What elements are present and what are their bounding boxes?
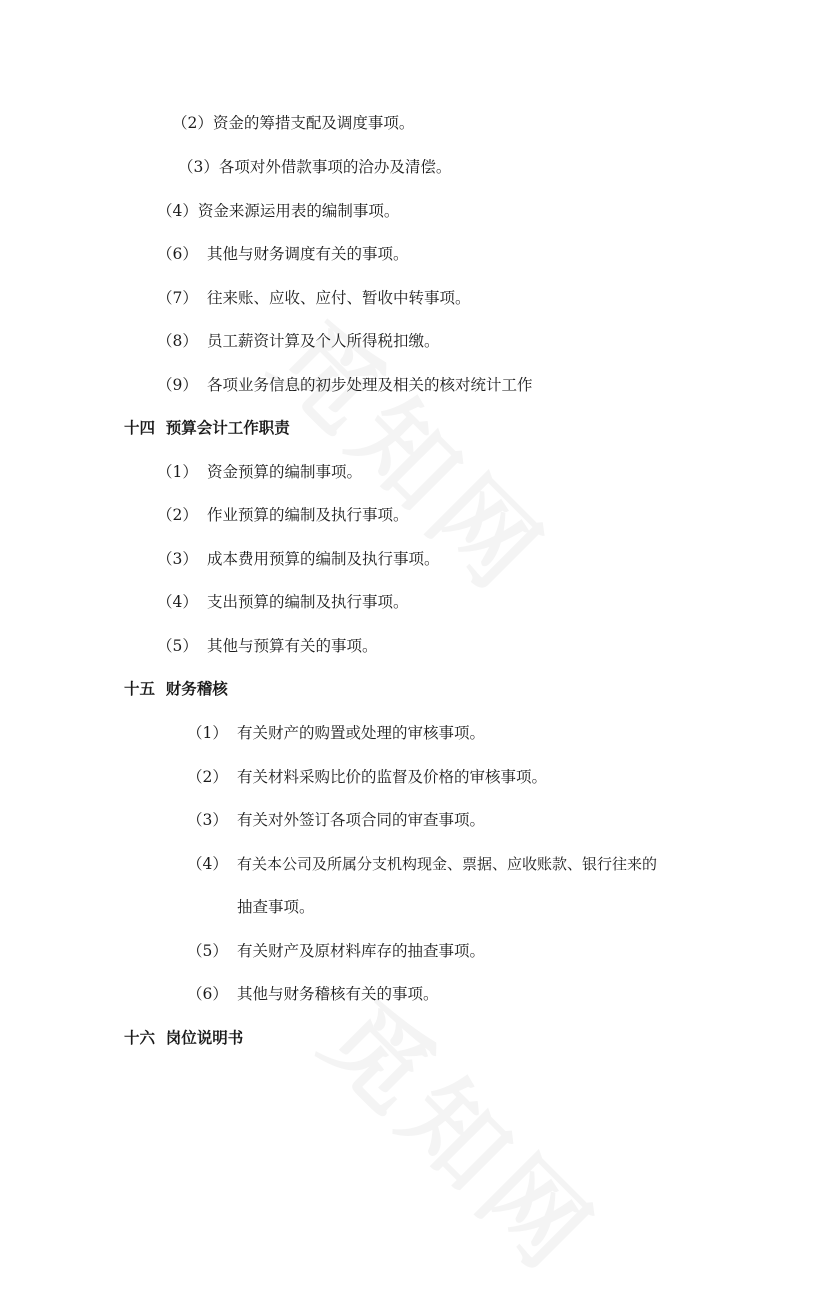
item-number: （2）	[172, 114, 213, 132]
item-number: （1）	[187, 724, 228, 742]
item-number: （3）	[157, 550, 198, 568]
list-item	[157, 592, 409, 612]
section-heading: 十六 岗位说明书	[124, 1029, 244, 1047]
list-item-continuation: 抽查事项。	[237, 898, 315, 916]
item-text: 各项业务信息的初步处理及相关的核对统计工作	[207, 376, 533, 394]
list-item	[187, 941, 485, 961]
item-number: （6）	[187, 985, 228, 1003]
item-number: （2）	[157, 506, 198, 524]
item-text: 其他与预算有关的事项。	[207, 637, 378, 655]
list-item	[157, 636, 378, 656]
item-number: （2）	[187, 768, 228, 786]
list-item	[157, 288, 471, 308]
list-item	[157, 331, 440, 351]
item-text: 资金预算的编制事项。	[207, 463, 363, 481]
item-text: 有关对外签订各项合同的审查事项。	[237, 811, 486, 829]
list-item	[187, 723, 485, 743]
list-item	[172, 113, 414, 133]
item-text: 有关财产及原材料库存的抽查事项。	[237, 942, 486, 960]
item-text: 往来账、应收、应付、暂收中转事项。	[207, 289, 471, 307]
item-number: （6）	[157, 245, 198, 263]
section-heading: 十四 预算会计工作职责	[124, 419, 290, 437]
item-text: 成本费用预算的编制及执行事项。	[207, 550, 440, 568]
item-text: 资金的筹措支配及调度事项。	[212, 114, 415, 132]
list-item	[157, 462, 362, 482]
list-item	[157, 505, 409, 525]
item-number: （4）	[187, 855, 228, 873]
list-item	[157, 549, 440, 569]
item-number: （3）	[178, 158, 219, 176]
item-text: 员工薪资计算及个人所得税扣缴。	[207, 332, 440, 350]
item-number: （3）	[187, 811, 228, 829]
watermark-bottom	[297, 964, 632, 1299]
section-heading: 十五 财务稽核	[124, 680, 228, 698]
item-text: 有关财产的购置或处理的审核事项。	[237, 724, 486, 742]
item-text: 其他与财务稽核有关的事项。	[237, 985, 439, 1003]
item-number: （8）	[157, 332, 198, 350]
item-number: （1）	[157, 463, 198, 481]
list-item	[157, 244, 409, 264]
list-item	[187, 854, 657, 874]
item-text: 各项对外借款事项的洽办及清偿。	[218, 158, 452, 176]
item-number: （9）	[157, 376, 198, 394]
item-text: 其他与财务调度有关的事项。	[207, 245, 409, 263]
item-text: 作业预算的编制及执行事项。	[207, 506, 409, 524]
item-number: （5）	[187, 942, 228, 960]
list-item	[187, 810, 485, 830]
list-item	[187, 767, 547, 787]
list-item	[187, 984, 439, 1004]
item-number: （5）	[157, 637, 198, 655]
list-item	[157, 375, 533, 395]
item-text: 有关本公司及所属分支机构现金、票据、应收账款、银行往来的	[237, 855, 658, 873]
item-number: （7）	[157, 289, 198, 307]
list-item	[157, 201, 399, 221]
item-text: 支出预算的编制及执行事项。	[207, 593, 409, 611]
item-number: （4）	[157, 202, 198, 220]
item-text: 资金来源运用表的编制事项。	[197, 202, 400, 220]
item-number: （4）	[157, 593, 198, 611]
item-text: 有关材料采购比价的监督及价格的审核事项。	[237, 768, 548, 786]
list-item	[178, 157, 451, 177]
